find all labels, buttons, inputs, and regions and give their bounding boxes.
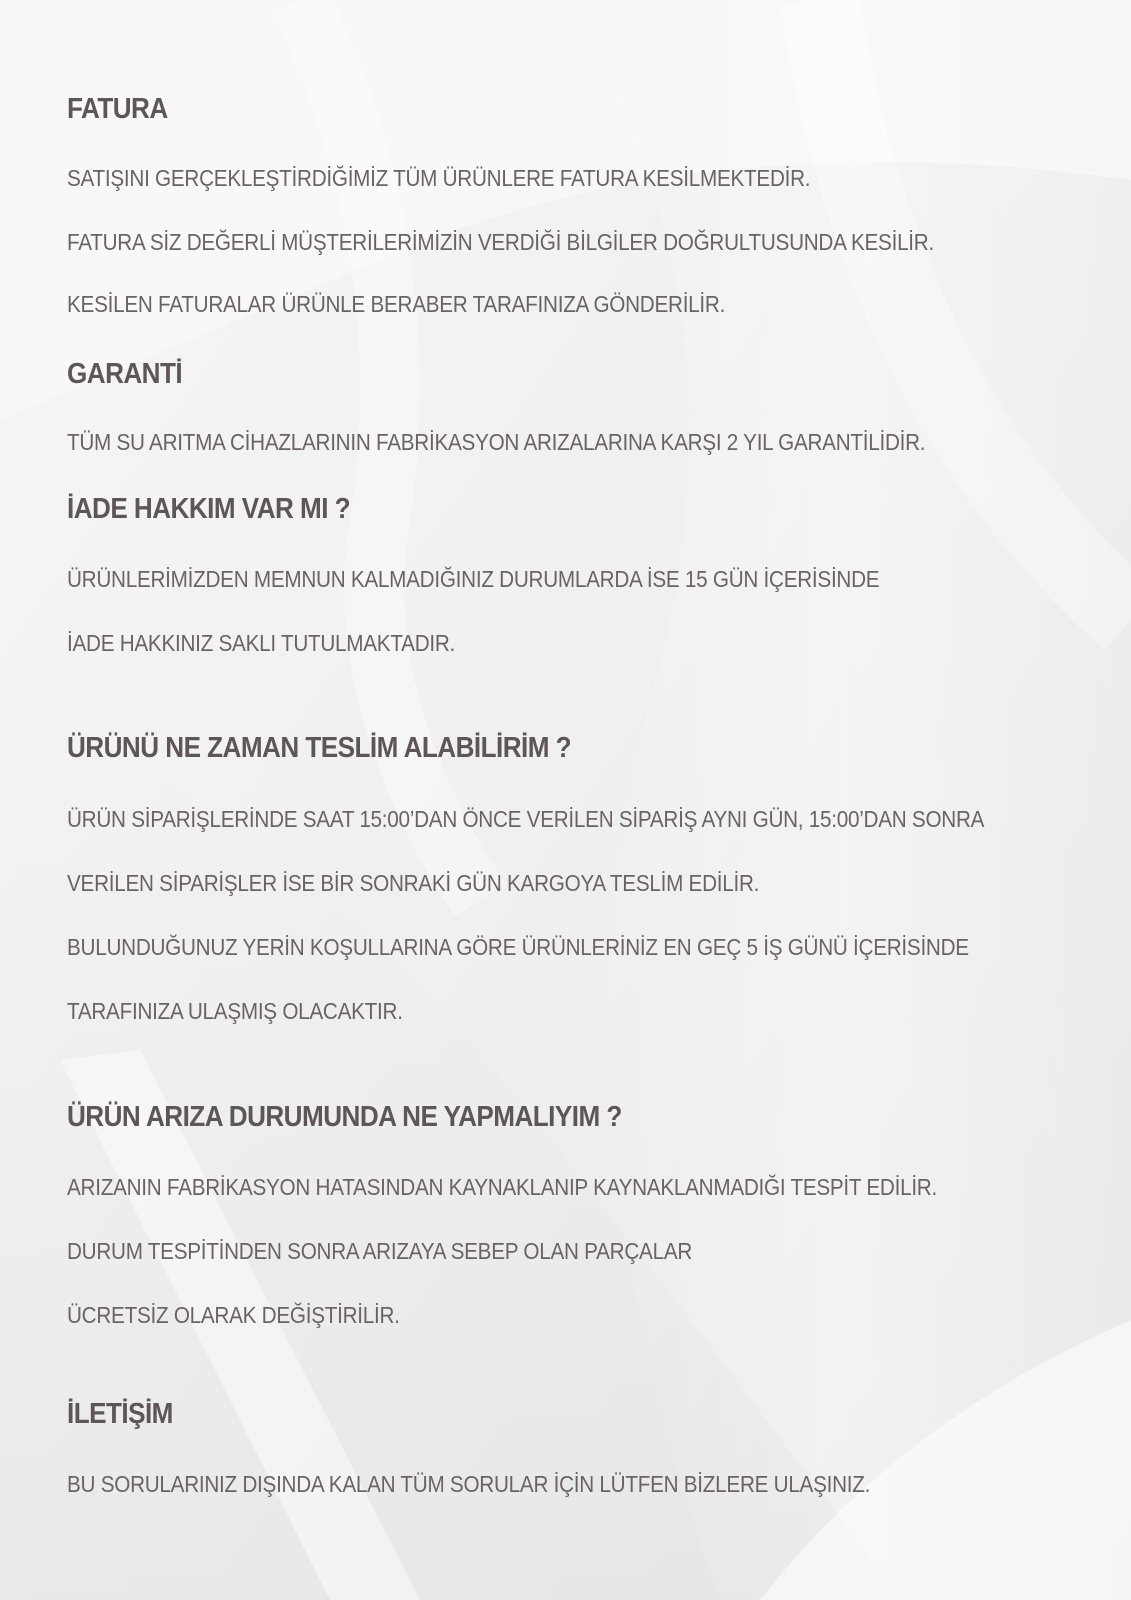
section-heading-iletisim: İLETİŞİM [67, 1398, 173, 1430]
teslim-line-1: ÜRÜN SİPARİŞLERİNDE SAAT 15:00’DAN ÖNCE VERİLEN SİPARİŞ AYNI GÜN, 15:00’DAN SONRA [67, 806, 985, 832]
ariza-line-3: ÜCRETSİZ OLARAK DEĞİŞTİRİLİR. [67, 1302, 400, 1328]
fatura-line-3: KESİLEN FATURALAR ÜRÜNLE BERABER TARAFINIZA GÖNDERİLİR. [67, 291, 726, 317]
iade-line-2: İADE HAKKINIZ SAKLI TUTULMAKTADIR. [67, 630, 456, 656]
iletisim-line-1: BU SORULARINIZ DIŞINDA KALAN TÜM SORULAR İÇİN LÜTFEN BİZLERE ULAŞINIZ. [67, 1471, 871, 1497]
section-heading-garanti: GARANTİ [67, 358, 183, 390]
garanti-line-1: TÜM SU ARITMA CİHAZLARININ FABRİKASYON ARIZALARINA KARŞI 2 YIL GARANTİLİDİR. [67, 429, 926, 455]
fatura-line-1: SATIŞINI GERÇEKLEŞTİRDİĞİMİZ TÜM ÜRÜNLERE FATURA KESİLMEKTEDİR. [67, 165, 811, 191]
teslim-line-2: VERİLEN SİPARİŞLER İSE BİR SONRAKİ GÜN KARGOYA TESLİM EDİLİR. [67, 870, 760, 896]
teslim-line-3: BULUNDUĞUNUZ YERİN KOŞULLARINA GÖRE ÜRÜNLERİNİZ EN GEÇ 5 İŞ GÜNÜ İÇERİSİNDE [67, 934, 969, 960]
iade-line-1: ÜRÜNLERİMİZDEN MEMNUN KALMADIĞINIZ DURUMLARDA İSE 15 GÜN İÇERİSİNDE [67, 566, 880, 592]
section-heading-teslim: ÜRÜNÜ NE ZAMAN TESLİM ALABİLİRİM ? [67, 732, 572, 764]
section-heading-fatura: FATURA [67, 93, 168, 125]
section-heading-iade: İADE HAKKIM VAR MI ? [67, 493, 351, 525]
teslim-line-4: TARAFINIZA ULAŞMIŞ OLACAKTIR. [67, 998, 403, 1024]
section-heading-ariza: ÜRÜN ARIZA DURUMUNDA NE YAPMALIYIM ? [67, 1101, 622, 1133]
ariza-line-2: DURUM TESPİTİNDEN SONRA ARIZAYA SEBEP OLAN PARÇALAR [67, 1238, 693, 1264]
ariza-line-1: ARIZANIN FABRİKASYON HATASINDAN KAYNAKLANIP KAYNAKLANMADIĞI TESPİT EDİLİR. [67, 1174, 937, 1200]
fatura-line-2: FATURA SİZ DEĞERLİ MÜŞTERİLERİMİZİN VERDİĞİ BİLGİLER DOĞRULTUSUNDA KESİLİR. [67, 229, 934, 255]
